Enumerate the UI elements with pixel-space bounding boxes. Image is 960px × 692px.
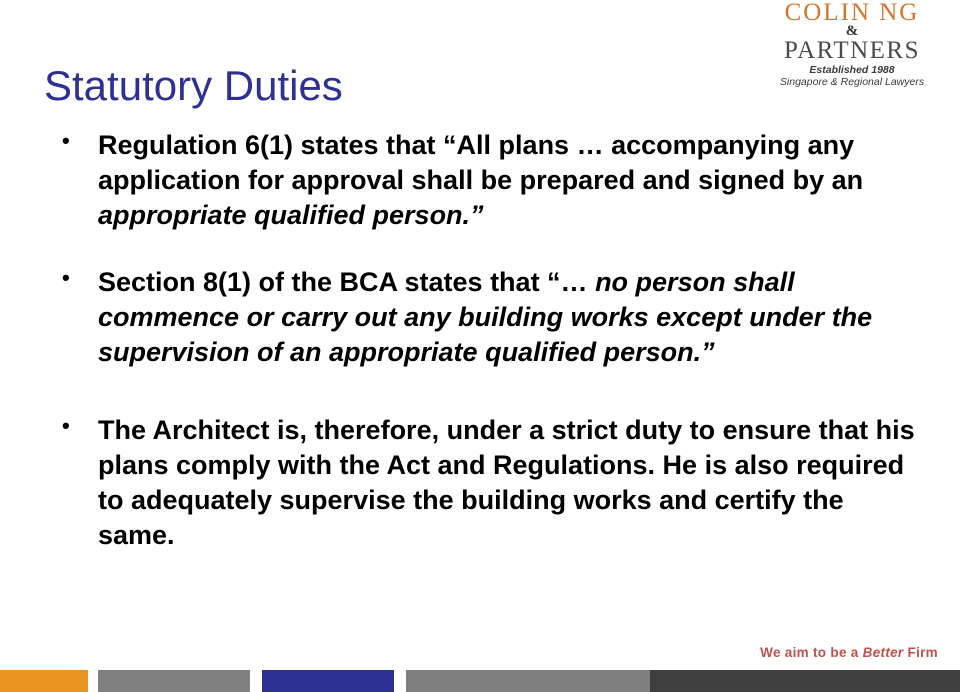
bullet-1-lead-text: Regulation 6(1) states that “All plans … accompanying any application for approval shall be prepared and signed by an	[98, 130, 864, 196]
page-title: Statutory Duties	[44, 62, 343, 110]
bar-white-2	[250, 670, 262, 692]
bar-orange	[0, 670, 88, 692]
footer-tagline-suffix: Firm	[903, 645, 938, 660]
bar-white-3	[394, 670, 406, 692]
slide-body	[52, 128, 922, 579]
logo-established: Established 1988	[809, 64, 895, 76]
bar-gray-1	[98, 670, 250, 692]
logo-name-bottom: PARTNERS	[783, 37, 920, 64]
logo-name-top: COLIN NG	[784, 0, 920, 26]
bar-blue	[262, 670, 394, 692]
company-logo	[762, 0, 942, 87]
bullet-1-italic-text: appropriate qualified person.”	[98, 200, 484, 231]
bullet-3-text: The Architect is, therefore, under a strict duty to ensure that his plans comply with the Act and Regulations. He is also required to adequately supervise the building works and certify the same.	[98, 414, 915, 550]
footer-tagline	[760, 645, 938, 660]
footer-bars	[0, 670, 960, 692]
footer-tagline-italic: Better	[862, 645, 904, 660]
bar-white-1	[88, 670, 98, 692]
bar-gray-2	[406, 670, 650, 692]
logo-ampersand: &	[845, 23, 859, 39]
bar-dark	[650, 670, 960, 692]
logo-subtitle: Singapore & Regional Lawyers	[779, 75, 925, 88]
bullet-2-lead-text: Section 8(1) of the BCA states that “…	[98, 267, 596, 298]
footer-tagline-prefix: We aim to be a	[760, 645, 863, 660]
bullet-2-italic-text: no person shall commence or carry out any building works except under the supervision of an appropriate qualified person.”	[98, 267, 873, 368]
bullet-section-8-1-bca	[52, 265, 922, 370]
bullet-architect-duty	[52, 413, 922, 553]
bullet-regulation-6-1	[52, 128, 922, 233]
